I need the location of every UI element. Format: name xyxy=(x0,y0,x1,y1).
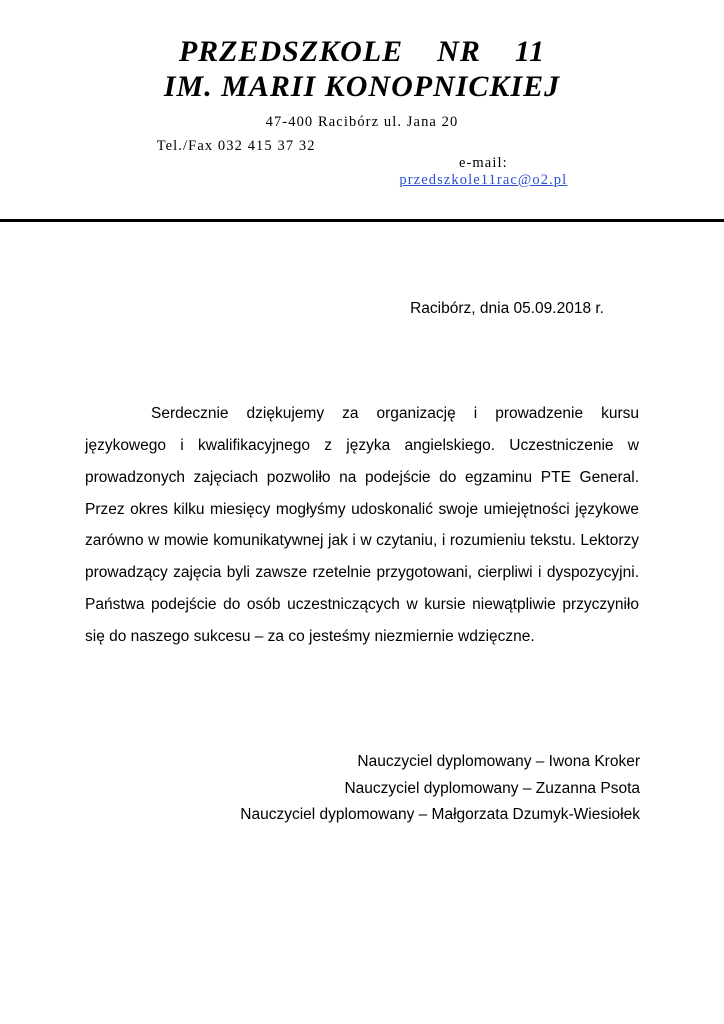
email-link[interactable]: przedszkole11rac@o2.pl xyxy=(399,171,568,188)
school-contact-row xyxy=(78,138,646,206)
header-divider xyxy=(0,219,724,222)
letter-body-text: Serdecznie dziękujemy za organizację i prowadzenie kursu językowego i kwalifikacyjnego z języka angielskiego. Uczestniczenie w prowadzonych zajęciach pozwoliło na podejście do egzaminu PTE General. Przez okres kilku miesięcy mogłyśmy udoskonalić swoje umiejętności językowe zarówno w mowie komunikatywnej jak i w czytaniu, i rozumieniu tekstu. Lektorzy prowadzący zajęcia byli zawsze rzetelnie przygotowani, cierpliwi i dyspozycyjni. Państwa podejście do osób uczestniczących w kursie niewątpliwie przyczyniło się do naszego sukcesu – za co jesteśmy niezmiernie wdzięczne. xyxy=(85,404,639,646)
signature-line-2: Nauczyciel dyplomowany – Zuzanna Psota xyxy=(344,779,640,797)
email-label: e-mail: xyxy=(458,154,508,171)
school-address: 47-400 Racibórz ul. Jana 20 xyxy=(265,113,459,130)
school-phone: Tel./Fax 032 415 37 32 xyxy=(156,137,316,154)
school-name-line-2: IM. MARII KONOPNICKIEJ xyxy=(163,70,561,104)
letterhead xyxy=(78,0,646,206)
letter-body xyxy=(78,398,646,653)
signature-line-3: Nauczyciel dyplomowany – Małgorzata Dzumyk-Wiesiołek xyxy=(240,806,640,824)
school-name-line-1: PRZEDSZKOLE NR 11 xyxy=(178,35,546,68)
signature-block xyxy=(78,749,646,829)
school-email-group xyxy=(362,138,568,206)
place-and-date: Racibórz, dnia 05.09.2018 r. xyxy=(410,299,604,317)
signature-line-1: Nauczyciel dyplomowany – Iwona Kroker xyxy=(357,753,640,771)
